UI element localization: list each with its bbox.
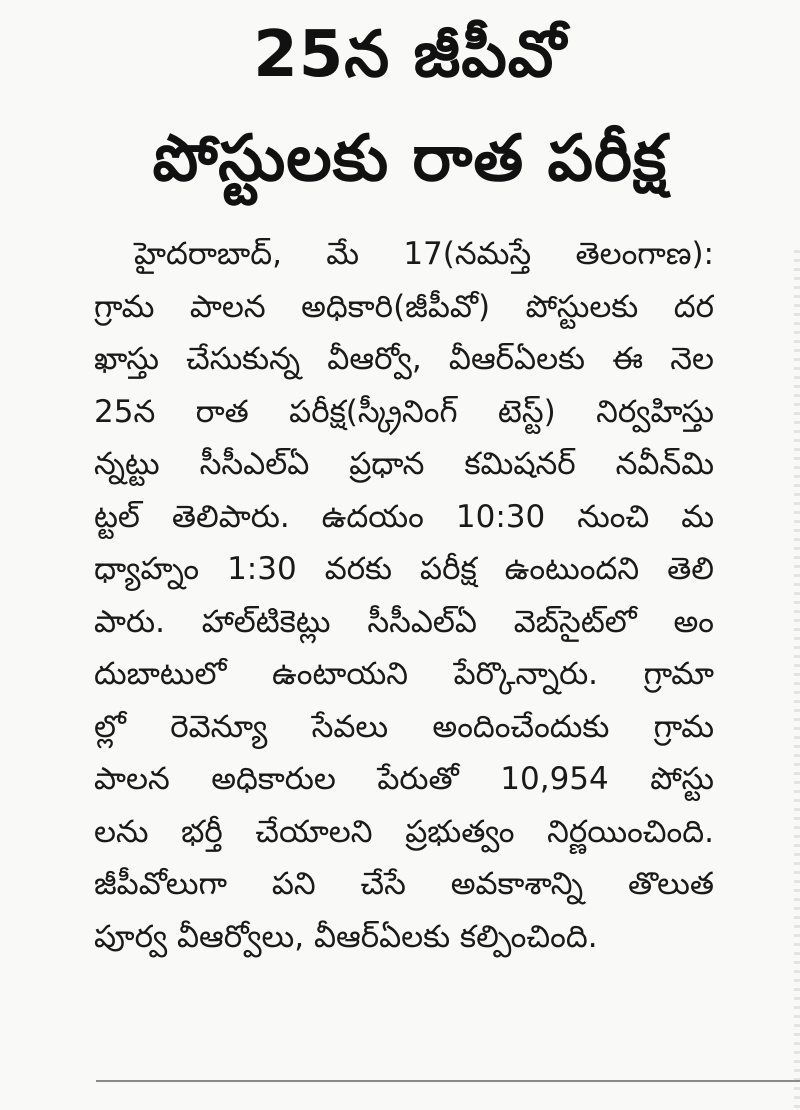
body-line: దుబాటులో ఉంటాయని పేర్కొన్నారు. గ్రామా bbox=[94, 656, 714, 692]
body-line: న్నట్టు సీసీఎల్‌ఏ ప్రధాన కమిషనర్ నవీన్‌మి bbox=[94, 446, 714, 482]
body-line: పారు. హాల్‌టికెట్లు సీసీఎల్‌ఏ వెబ్‌సైట్‌లో అం bbox=[94, 603, 714, 640]
body-line: ట్టల్ తెలిపారు. ఉదయం 10:30 నుంచి మ bbox=[94, 498, 714, 535]
headline-line-1: 25న జీపీవో bbox=[253, 18, 567, 92]
bottom-divider bbox=[96, 1080, 800, 1082]
body-line: హైదరాబాద్, మే 17(నమస్తే తెలంగాణ): bbox=[134, 236, 714, 272]
headline-line-2: పోస్టులకు రాత పరీక్ష bbox=[152, 122, 668, 196]
body-line: ఖాస్తు చేసుకున్న వీఆర్వో, వీఆర్‌ఏలకు ఈ నెల bbox=[94, 341, 714, 377]
body-line: 25న రాత పరీక్ష(స్క్రీనింగ్ టెస్ట్) నిర్వహిస్తు bbox=[94, 393, 714, 430]
adjacent-column-edge bbox=[794, 250, 800, 1110]
body-line: పాలన అధికారుల పేరుతో 10,954 పోస్టు bbox=[94, 761, 714, 797]
body-line: ధ్యాహ్నం 1:30 వరకు పరీక్ష ఉంటుందని తెలి bbox=[94, 551, 714, 587]
body-line: పూర్వ వీఆర్వోలు, వీఆర్‌ఏలకు కల్పించింది. bbox=[94, 918, 598, 955]
body-line: లను భర్తీ చేయాలని ప్రభుత్వం నిర్ణయించింది. bbox=[94, 813, 714, 850]
body-line: ల్లో రెవెన్యూ సేవలు అందించేందుకు గ్రామ bbox=[94, 708, 714, 745]
article-body bbox=[94, 228, 714, 963]
body-line: గ్రామ పాలన అధికారి(జీపీవో) పోస్టులకు దర bbox=[94, 288, 714, 325]
body-line: జీపీవోలుగా పని చేసే అవకాశాన్ని తొలుత bbox=[94, 866, 714, 902]
